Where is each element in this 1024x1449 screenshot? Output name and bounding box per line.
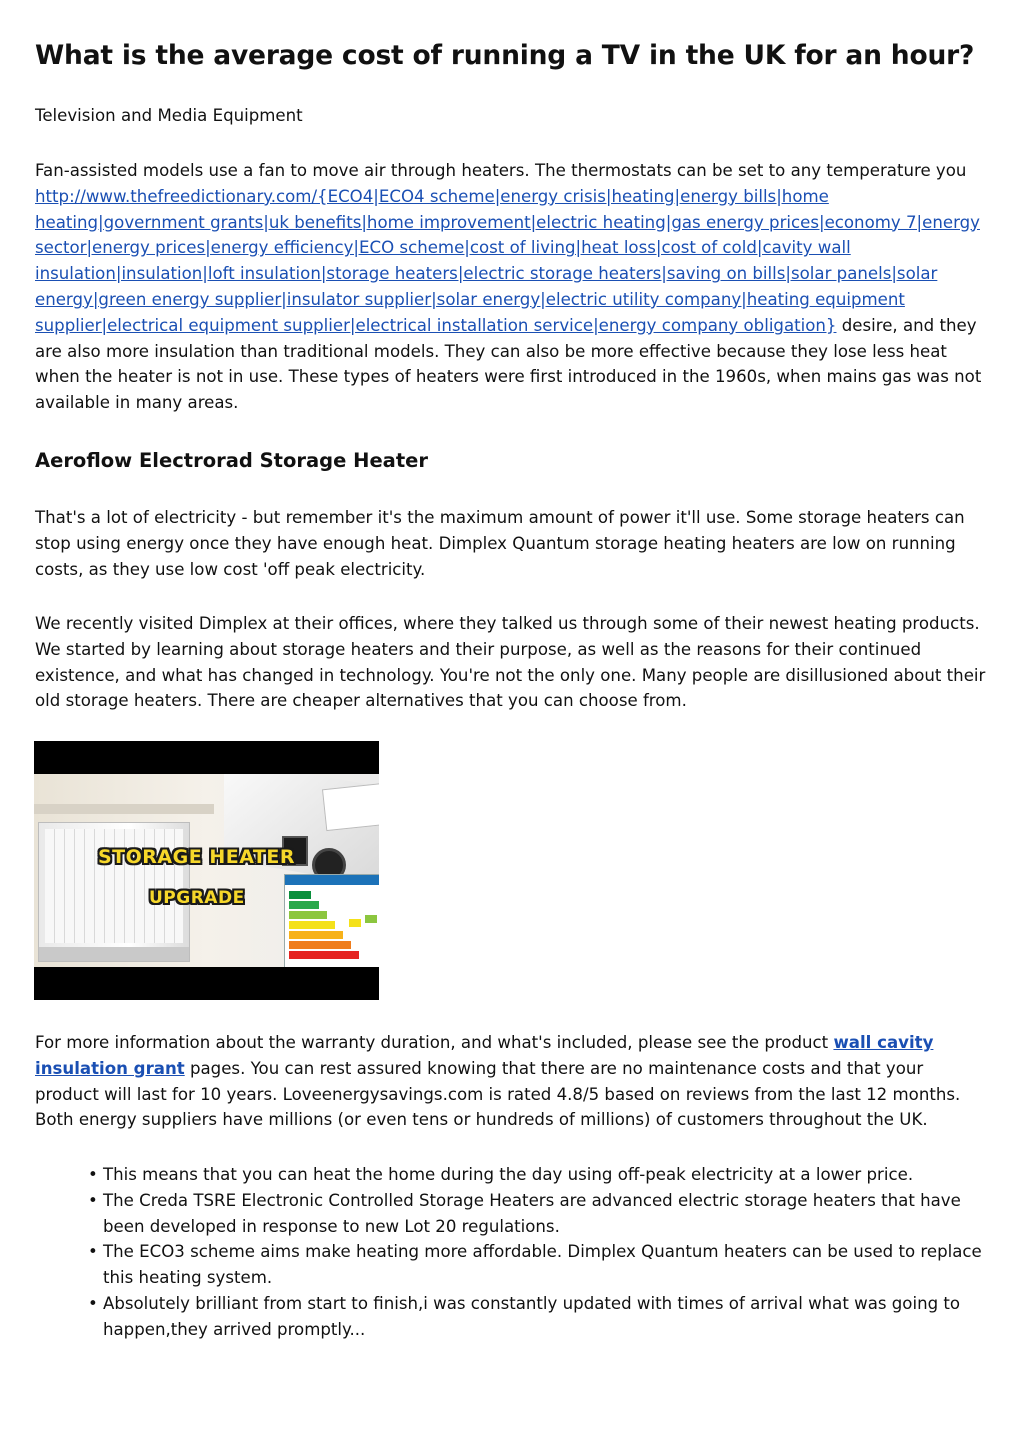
paragraph-intro-text-after: desire, and they are also more insulation than traditional models. They can also be more effective because they lose less heat when the heater is not in use. These types of heaters were first introduced in the 1960s, when mains gas was not available in many areas.	[35, 315, 982, 413]
paragraph-intro	[35, 158, 990, 416]
image-window-sill	[34, 804, 214, 814]
list-item: • The ECO3 scheme aims make heating more affordable. Dimplex Quantum heaters can be used to replace this heating system.	[103, 1239, 993, 1291]
list-item: • The Creda TSRE Electronic Controlled Storage Heaters are advanced electric storage heaters that have been developed in response to new Lot 20 regulations.	[103, 1188, 993, 1240]
list-item: • Absolutely brilliant from start to finish,i was constantly updated with times of arrival what was going to happen,they arrived promptly...	[103, 1291, 993, 1343]
paragraph-electricity: That's a lot of electricity - but remember it's the maximum amount of power it'll use. Some storage heaters can stop using energy once they have enough heat. Dimplex Quantum storage heating heaters are low on running costs, as they use low cost 'off peak electricity.	[35, 508, 965, 579]
image-caption-storage-heater: STORAGE HEATER	[98, 846, 295, 868]
paragraph-warranty-text-before: For more information about the warranty duration, and what's included, please see the product	[35, 1033, 834, 1052]
list-item: • This means that you can heat the home during the day using off-peak electricity at a lower price.	[103, 1162, 993, 1188]
storage-heater-image	[34, 741, 379, 1000]
page-title: What is the average cost of running a TV in the UK for an hour?	[35, 40, 975, 71]
bullet-list	[103, 1162, 993, 1343]
image-caption-upgrade: UPGRADE	[149, 888, 245, 908]
image-energy-rating-chart	[284, 874, 379, 967]
category-label: Television and Media Equipment	[35, 106, 303, 125]
paragraph-intro-text-before: Fan-assisted models use a fan to move air through heaters. The thermostats can be set to any temperature you	[35, 161, 967, 180]
image-label-card	[322, 783, 379, 831]
dictionary-link[interactable]: http://www.thefreedictionary.com/{ECO4|ECO4 scheme|energy crisis|heating|energy bills|home heating|government grants|uk benefits|home improvement|electric heating|gas energy prices|economy 7|energy sector|energy prices|energy efficiency|ECO scheme|cost of living|heat loss|cost of cold|cavity wall insulation|insulation|loft insulation|storage heaters|electric storage heaters|saving on bills|solar panels|solar energy|green energy supplier|insulator supplier|solar energy|electric utility company|heating equipment supplier|electrical equipment supplier|electrical installation service|energy company obligation}	[35, 186, 980, 335]
section-heading: Aeroflow Electrorad Storage Heater	[35, 449, 429, 472]
paragraph-warranty-text-after: pages. You can rest assured knowing that there are no maintenance costs and that your product will last for 10 years. Loveenergysavings.com is rated 4.8/5 based on reviews from the last 12 months. Both energy suppliers have millions (or even tens or hundreds of millions) of customers throughout the UK.	[35, 1058, 961, 1130]
paragraph-dimplex-visit: We recently visited Dimplex at their offices, where they talked us through some of their newest heating products. We started by learning about storage heaters and their purpose, as well as the reasons for their continued existence, and what has changed in technology. You're not the only one. Many people are disillusioned about their old storage heaters. There are cheaper alternatives that you can choose from.	[35, 614, 986, 711]
image-scene	[34, 774, 379, 967]
paragraph-warranty	[35, 1030, 990, 1133]
wall-cavity-insulation-grant-link[interactable]: wall cavity insulation grant	[35, 1033, 934, 1078]
